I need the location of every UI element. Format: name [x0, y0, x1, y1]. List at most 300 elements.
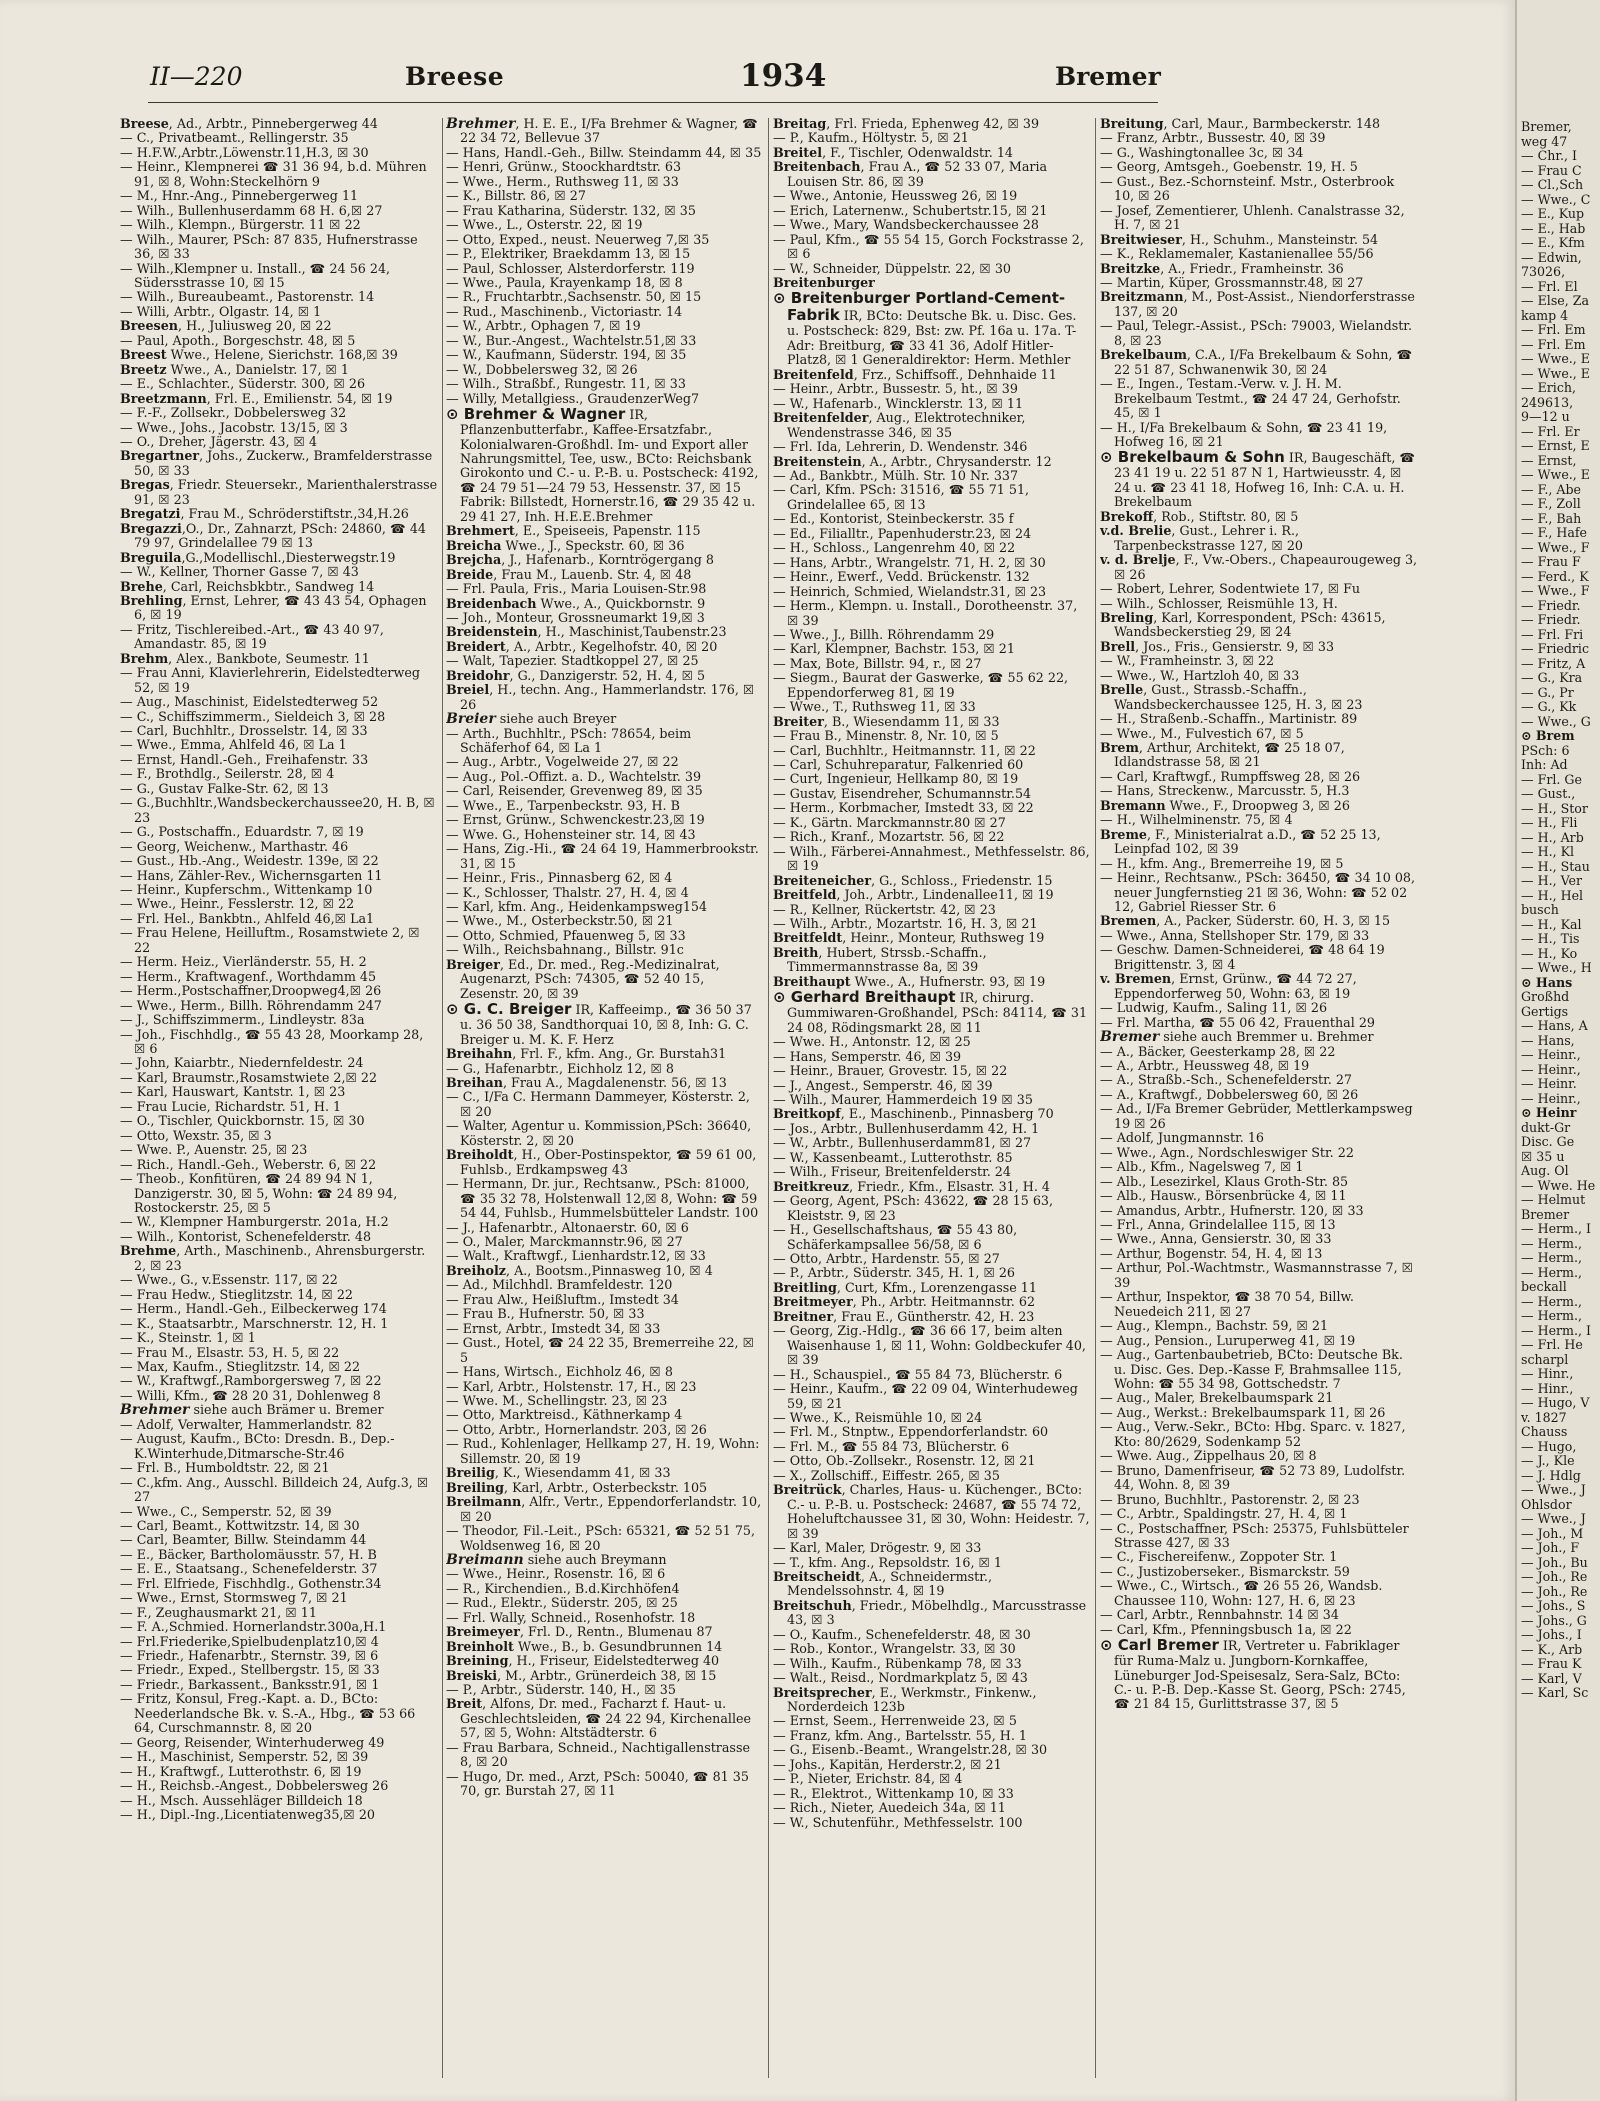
directory-entry: — Otto, Marktreisd., Käthnerkamp 4: [446, 1407, 683, 1423]
directory-entry: — Wilh.,Klempner u. Install., ☎ 24 56 24, Südersstrasse 10, ☒ 15: [120, 260, 391, 290]
directory-entry: — Aug., Maler, Brekelbaumspark 21: [1100, 1390, 1334, 1406]
directory-entry: Breier siehe auch Breyer: [446, 711, 617, 728]
adjacent-entry: — Frl. El: [1521, 278, 1578, 294]
directory-entry: Brehling, Ernst, Lehrer, ☎ 43 43 54, Ophagen 6, ☒ 19: [120, 592, 427, 623]
directory-entry: Breest Wwe., Helene, Sierichstr. 168,☒ 39: [120, 347, 398, 363]
adjacent-entry: — H., Kl: [1521, 844, 1575, 859]
directory-entry: — C., Justizoberseker., Bismarckstr. 59: [1100, 1563, 1350, 1579]
adjacent-entry: — J. Hdlg: [1521, 1467, 1581, 1483]
directory-entry: Breiholz, A., Bootsm.,Pinnasweg 10, ☒ 4: [446, 1262, 713, 1278]
directory-entry: — Ernst, Seem., Herrenweide 23, ☒ 5: [773, 1713, 1017, 1729]
directory-entry: — Jos., Arbtr., Bullenhuserdamm 42, H. 1: [773, 1120, 1040, 1136]
directory-entry: — F., Brothdlg., Seilerstr. 28, ☒ 4: [120, 766, 335, 782]
directory-entry: Breilmann, Alfr., Vertr., Eppendorferlandstr. 10, ☒ 20: [446, 1494, 762, 1524]
directory-entry: — Aug., Gartenbaubetrieb, BCto: Deutsche Bk. u. Disc. Ges. Dep.-Kasse F, Brahmsallee 115, Wohn: ☎ 55 34 98, Gottschedstr. 7: [1100, 1347, 1403, 1391]
adjacent-entry: v. 1827: [1521, 1409, 1567, 1425]
directory-entry: — Paul, Schlosser, Alsterdorferstr. 119: [446, 260, 695, 276]
directory-entry: — Wwe., M., Fulvestich 67, ☒ 5: [1100, 725, 1304, 741]
adjacent-entry: Disc. Ge: [1521, 1134, 1575, 1149]
directory-entry: — Aug., Pol.-Offizt. a. D., Wachtelstr. 39: [446, 768, 702, 784]
directory-entry: — E., Ingen., Testam.-Verw. v. J. H. M. Brekelbaum Testmt., ☎ 24 47 24, Gerhofstr. 45, ☒ 1: [1100, 376, 1401, 421]
directory-entry: — Herm., Kraftwagenf., Worthdamm 45: [120, 968, 377, 984]
directory-entry: — Aug., Verw.-Sekr., BCto: Hbg. Sparc. v. 1827, Kto: 80/2629, Sodenkamp 52: [1100, 1419, 1406, 1449]
directory-entry: — Wilh., Klempn., Bürgerstr. 11 ☒ 22: [120, 217, 361, 233]
directory-entry: Breihan, Frau A., Magdalenenstr. 56, ☒ 13: [446, 1075, 727, 1090]
directory-entry: — Georg, Weichenw., Marthastr. 46: [120, 838, 349, 854]
directory-entry: — Willi, Arbtr., Olgastr. 14, ☒ 1: [120, 303, 322, 319]
directory-entry: — Wwe., W., Hartzloh 40, ☒ 33: [1100, 667, 1300, 683]
directory-entry: Bregas, Friedr. Steuersekr., Marienthalerstrasse 91, ☒ 23: [120, 477, 438, 507]
adjacent-entry: Ohlsdor: [1521, 1496, 1572, 1512]
directory-entry: Breiger, Ed., Dr. med., Reg.-Medizinalrat, Augenarzt, PSch: 74305, ☎ 52 40 15, Zesenstr. 20, ☒ 39: [446, 956, 720, 1001]
directory-entry: — Johs., Kapitän, Herderstr.2, ☒ 21: [773, 1756, 1002, 1772]
directory-entry: Bregatzi, Frau M., Schröderstiftstr.,34,H.26: [120, 506, 409, 522]
directory-entry: — K., Schlosser, Thalstr. 27, H. 4, ☒ 4: [446, 884, 689, 900]
directory-entry: Breitenfelder, Aug., Elektrotechniker, Wendenstrasse 346, ☒ 35: [773, 410, 1026, 440]
adjacent-entry: scharpl: [1521, 1351, 1569, 1367]
directory-entry: — C., Arbtr., Spaldingstr. 27, H. 4, ☒ 1: [1100, 1506, 1348, 1522]
adjacent-entry: Gertigs: [1521, 1003, 1569, 1019]
directory-entry: — Otto, Arbtr., Hornerlandstr. 203, ☒ 26: [446, 1421, 707, 1437]
directory-entry: — O., Maler, Marckmannstr.96, ☒ 27: [446, 1233, 683, 1249]
directory-entry: — Aug., Arbtr., Vogelweide 27, ☒ 22: [446, 754, 679, 770]
directory-entry: — Fritz, Konsul, Freg.-Kapt. a. D., BCto: Neederlandsche Bk. v. S.-A., Hbg., ☎ 53 66 64, Curschmannstr. 8, ☒ 20: [120, 1691, 416, 1736]
directory-entry: — G., Eisenb.-Beamt., Wrangelstr.28, ☒ 30: [773, 1742, 1048, 1758]
directory-entry: — H., kfm. Ang., Bremerreihe 19, ☒ 5: [1100, 855, 1344, 871]
directory-entry: — Hans, Streckenw., Marcusstr. 5, H.3: [1100, 783, 1350, 799]
adjacent-entry: — Wwe., F: [1521, 539, 1590, 555]
directory-entry: — Wwe., C., Semperstr. 52, ☒ 39: [120, 1503, 332, 1519]
adjacent-entry: — Johs., I: [1521, 1627, 1582, 1642]
adjacent-entry: — Hinr.,: [1521, 1380, 1574, 1396]
directory-entry: — Wilh., Friseur, Breitenfelderstr. 24: [773, 1164, 1011, 1180]
adjacent-entry: — Frau C: [1521, 162, 1582, 178]
adjacent-entry: weg 47: [1521, 133, 1568, 149]
directory-entry: — Fritz, Tischlereibed.-Art., ☎ 43 40 97, Amandastr. 85, ☒ 19: [120, 621, 384, 652]
directory-entry: — H., Schloss., Langenrehm 40, ☒ 22: [773, 540, 1016, 556]
directory-entry: — Hermann, Dr. jur., Rechtsanw., PSch: 81000, ☎ 35 32 78, Holstenwall 12,☒ 8, Wohn: ☎ 59 54 44, Fuhlsb., Hummelsbütteler Landstr. 100: [446, 1176, 759, 1221]
adjacent-entry: — G., Kk: [1521, 699, 1577, 714]
directory-entry: — Willi, Kfm., ☎ 28 20 31, Dohlenweg 8: [120, 1387, 381, 1403]
directory-entry: Breide, Frau M., Lauenb. Str. 4, ☒ 48: [446, 566, 692, 582]
directory-entry: — E., Schlachter., Süderstr. 300, ☒ 26: [120, 376, 366, 392]
directory-entry: Breetzmann, Frl. E., Emilienstr. 54, ☒ 19: [120, 390, 393, 406]
directory-entry: — F. A.,Schmied. Hornerlandstr.300a,H.1: [120, 1619, 387, 1635]
directory-entry: — H., Wilhelminenstr. 75, ☒ 4: [1100, 812, 1293, 828]
adjacent-entry: — Hugo, V: [1521, 1395, 1590, 1410]
directory-entry: — Wilh., Maurer, Hammerdeich 19 ☒ 35: [773, 1092, 1033, 1107]
directory-entry: — Franz, Arbtr., Bussestr. 40, ☒ 39: [1100, 130, 1326, 146]
directory-entry: — Hans, Handl.-Geh., Billw. Steindamm 44, ☒ 35: [446, 144, 762, 160]
directory-entry: — Wwe., Agn., Nordschleswiger Str. 22: [1100, 1144, 1354, 1160]
directory-entry: — W., Klempner Hamburgerstr. 201a, H.2: [120, 1214, 389, 1230]
directory-entry: Breitfeld, Joh., Arbtr., Lindenallee11, ☒ 19: [773, 887, 1054, 903]
directory-entry: — W., Arbtr., Bullenhuserdamm81, ☒ 27: [773, 1135, 1032, 1151]
adjacent-entry: — Wwe., C: [1521, 191, 1591, 207]
directory-entry: — Frl.Friederike,Spielbudenplatz10,☒ 4: [120, 1633, 379, 1649]
directory-entry: — Aug., Klempn., Bachstr. 59, ☒ 21: [1100, 1318, 1329, 1334]
adjacent-entry: — E., Hab: [1521, 220, 1586, 236]
directory-entry: Breicha Wwe., J., Speckstr. 60, ☒ 36: [446, 537, 685, 553]
directory-entry: Breitung, Carl, Maur., Barmbeckerstr. 148: [1100, 117, 1381, 131]
directory-entry: — Heinrich, Schmied, Wielandstr.31, ☒ 23: [773, 583, 1047, 599]
adjacent-entry: — Else, Za: [1521, 293, 1589, 308]
directory-entry: — Ludwig, Kaufm., Saling 11, ☒ 26: [1100, 1000, 1328, 1016]
directory-entry: — W., Dobbelersweg 32, ☒ 26: [446, 361, 638, 377]
directory-entry: — Wilh., Färberei-Annahmest., Methfesselstr. 86, ☒ 19: [773, 843, 1090, 874]
adjacent-entry: — Hugo,: [1521, 1438, 1577, 1454]
adjacent-entry: — H., Kal: [1521, 916, 1582, 932]
adjacent-entry: — K., Arb: [1521, 1641, 1583, 1657]
directory-entry: — Frau Helene, Heilluftm., Rosamstwiete 2, ☒ 22: [120, 925, 420, 955]
directory-entry: — H., Reichsb.-Angest., Dobbelersweg 26: [120, 1778, 389, 1794]
adjacent-entry: — Frau F: [1521, 554, 1581, 569]
adjacent-entry: — Wwe., F: [1521, 583, 1590, 598]
directory-entry: Breiholdt, H., Ober-Postinspektor, ☎ 59 61 00, Fuhlsb., Erdkampsweg 43: [446, 1147, 757, 1177]
directory-entry: — Heinr., Kupferschm., Wittenkamp 10: [120, 882, 373, 898]
adjacent-entry: — H., Ko: [1521, 945, 1578, 961]
directory-entry: — Carl, Schuhreparatur, Falkenried 60: [773, 757, 1024, 773]
directory-entry: — Otto, Exped., neust. Neuerweg 7,☒ 35: [446, 231, 710, 247]
adjacent-entry: — Wwe., E: [1521, 365, 1590, 381]
adjacent-entry: — Wwe., H: [1521, 960, 1592, 975]
adjacent-entry: — J., Kle: [1521, 1453, 1575, 1468]
directory-entry: — Martin, Küper, Grossmannstr.48, ☒ 27: [1100, 274, 1364, 290]
directory-entry: — C., I/Fa C. Hermann Dammeyer, Kösterstr. 2, ☒ 20: [446, 1089, 750, 1119]
directory-entry: — Carl, Arbtr., Rennbahnstr. 14 ☒ 34: [1100, 1607, 1339, 1623]
directory-entry: — A., Arbtr., Heussweg 48, ☒ 19: [1100, 1058, 1310, 1073]
directory-entry: — Frl. B., Humboldtstr. 22, ☒ 21: [120, 1460, 330, 1476]
directory-entry: — Carl, Beamt., Kottwitzstr. 14, ☒ 30: [120, 1517, 360, 1533]
directory-entry: Breithaupt Wwe., A., Hufnerstr. 93, ☒ 19: [773, 973, 1046, 989]
directory-entry: — Rud., Maschinenb., Victoriastr. 14: [446, 303, 683, 319]
directory-entry: — Gust., Hb.-Ang., Weidestr. 139e, ☒ 22: [120, 853, 379, 869]
directory-entry: Breith, Hubert, Strssb.-Schaffn., Timmermannstrasse 8a, ☒ 39: [773, 944, 987, 975]
directory-entry: — Wwe., J., Billh. Röhrendamm 29: [773, 626, 995, 642]
directory-entry: — Willy, Metallgiess., GraudenzerWeg7: [446, 390, 700, 406]
directory-entry: — Herm.,Postschaffner,Droopweg4,☒ 26: [120, 983, 382, 999]
adjacent-entry: Bremer: [1521, 1206, 1570, 1222]
directory-entry: — G.,Buchhltr.,Wandsbeckerchaussee20, H. B, ☒ 23: [120, 795, 435, 825]
directory-entry: Breitenbach, Frau A., ☎ 52 33 07, Maria Louisen Str. 86, ☒ 39: [773, 159, 1048, 189]
directory-entry: — Wwe., T., Ruthsweg 11, ☒ 33: [773, 699, 976, 715]
directory-entry: — Karl, Klempner, Bachstr. 153, ☒ 21: [773, 641, 1015, 657]
directory-entry: Breiling, Karl, Arbtr., Osterbeckstr. 105: [446, 1479, 708, 1495]
directory-entry: — Frl. Martha, ☎ 55 06 42, Frauenthal 29: [1100, 1014, 1375, 1030]
directory-entry: — Walt, Tapezier. Stadtkoppel 27, ☒ 25: [446, 653, 699, 669]
directory-entry: — Arthur, Inspektor, ☎ 38 70 54, Billw. Neuedeich 211, ☒ 27: [1100, 1289, 1354, 1319]
directory-entry: — Wilh., Maurer, PSch: 87 835, Hufnerstrasse 36, ☒ 33: [120, 231, 418, 262]
directory-entry: — Wwe., Herm., Billh. Röhrendamm 247: [120, 997, 382, 1013]
directory-entry: — Aug., Werkst.: Brekelbaumspark 11, ☒ 26: [1100, 1404, 1386, 1420]
adjacent-entry: — H., Stor: [1521, 800, 1588, 816]
directory-entry: — Heinr., Rechtsanw., PSch: 36450, ☎ 34 10 08, neuer Jungfernstieg 21 ☒ 36, Wohn: ☎ 52 02 12, Gabriel Riesser Str. 6: [1100, 870, 1416, 915]
directory-entry: — W., Kassenbeamt., Lutterothstr. 85: [773, 1149, 1013, 1165]
directory-entry: — Hans, Arbtr., Wrangelstr. 71, H. 2, ☒ 30: [773, 554, 1046, 570]
directory-entry: Brehmert, E., Speiseeis, Papenstr. 115: [446, 523, 701, 539]
directory-entry: — Aug., Maschinist, Eidelstedterweg 52: [120, 694, 379, 710]
directory-entry: Breme, F., Ministerialrat a.D., ☎ 52 25 13, Leinpfad 102, ☒ 39: [1100, 826, 1381, 857]
directory-entry: — Frau Anni, Klavierlehrerin, Eidelstedterweg 52, ☒ 19: [120, 665, 420, 695]
directory-entry: — Wwe. M., Schellingstr. 23, ☒ 23: [446, 1392, 668, 1408]
directory-entry: — Rich., Nieter, Auedeich 34a, ☒ 11: [773, 1800, 1006, 1816]
directory-entry: — Herm., Korbmacher, Imstedt 33, ☒ 22: [773, 800, 1034, 816]
adjacent-entry: — Joh., Re: [1521, 1583, 1588, 1599]
adjacent-entry: — Gust.,: [1521, 786, 1576, 801]
directory-entry: Breiteneicher, G., Schloss., Friedenstr. 15: [773, 872, 1053, 888]
page-header: [150, 58, 1160, 98]
directory-entry: — Walt., Reisd., Nordmarkplatz 5, ☒ 43: [773, 1670, 1028, 1686]
directory-entry: — Ernst, Handl.-Geh., Freihafenstr. 33: [120, 751, 369, 767]
header-last-name: Bremer: [1055, 62, 1161, 91]
adjacent-entry: 73026,: [1521, 264, 1566, 279]
directory-entry: — Wwe., G., v.Essenstr. 117, ☒ 22: [120, 1272, 338, 1288]
directory-entry: — Amandus, Arbtr., Hufnerstr. 120, ☒ 33: [1100, 1202, 1364, 1218]
directory-entry: — W., Kraftwgf.,Ramborgersweg 7, ☒ 22: [120, 1373, 382, 1389]
directory-entry: ⊙ Brekelbaum & Sohn IR, Baugeschäft, ☎ 23 41 19 u. 22 51 87 N 1, Hartwieusstr. 4, ☒ 24 u. ☎ 23 41 18, Hofweg 16, Inh: C.A. u. H. Brekelbaum: [1100, 448, 1416, 510]
directory-entry: — Hans, Wirtsch., Eichholz 46, ☒ 8: [446, 1364, 673, 1380]
directory-entry: — Wwe., Mary, Wandsbeckerchaussee 28: [773, 217, 1039, 233]
directory-entry: Brem, Arthur, Architekt, ☎ 25 18 07, Idlandstrasse 58, ☒ 21: [1100, 740, 1345, 770]
directory-entry: — Karl, Hauswart, Kantstr. 1, ☒ 23: [120, 1084, 346, 1100]
directory-entry: Breesen, H., Juliusweg 20, ☒ 22: [120, 318, 332, 334]
directory-entry: — Henri, Grünw., Stoockhardtstr. 63: [446, 159, 682, 175]
directory-entry: — Wwe., Emma, Ahlfeld 46, ☒ La 1: [120, 737, 347, 753]
adjacent-entry: — Herm.,: [1521, 1308, 1583, 1323]
directory-entry: — Frau Hedw., Stieglitzstr. 14, ☒ 22: [120, 1286, 353, 1302]
directory-entry: — Heinr., Klempnerei ☎ 31 36 94, b.d. Mühren 91, ☒ 8, Wohn:Steckelhörn 9: [120, 159, 427, 189]
directory-entry: — Wwe., M., Osterbeckstr.50, ☒ 21: [446, 913, 674, 929]
directory-entry: — H., Schauspiel., ☎ 55 84 73, Blücherstr. 6: [773, 1366, 1063, 1382]
directory-entry: — G., Gustav Falke-Str. 62, ☒ 13: [120, 780, 329, 796]
directory-entry: Breitag, Frl. Frieda, Ephenweg 42, ☒ 39: [773, 117, 1040, 131]
directory-entry: — Rob., Kontor., Wrangelstr. 33, ☒ 30: [773, 1641, 1016, 1657]
directory-entry: — Siegm., Baurat der Gaswerke, ☎ 55 62 22, Eppendorferweg 81, ☒ 19: [773, 670, 1069, 700]
directory-entry: — Carl, Buchhltr., Drosselstr. 14, ☒ 33: [120, 723, 368, 739]
directory-entry: Breidenstein, H., Maschinist,Taubenstr.23: [446, 624, 727, 640]
directory-entry: — Friedr., Barkassent., Banksstr.91, ☒ 1: [120, 1676, 380, 1692]
directory-entry: — Georg, Zig.-Hdlg., ☎ 36 66 17, beim alten Waisenhause 1, ☒ 11, Wohn: Goldbeckufer 40, ☒ 39: [773, 1323, 1086, 1368]
directory-entry: — H., Msch. Aussehläger Billdeich 18: [120, 1792, 363, 1808]
directory-entry: — Bruno, Buchhltr., Pastorenstr. 2, ☒ 23: [1100, 1491, 1360, 1507]
adjacent-entry: — G., Kra: [1521, 670, 1583, 685]
directory-entry: — J., Hafenarbtr., Altonaerstr. 60, ☒ 6: [446, 1219, 689, 1235]
adjacent-entry: — E., Kfm: [1521, 235, 1585, 250]
directory-entry: — Adolf, Jungmannstr. 16: [1100, 1130, 1264, 1146]
directory-entry: ⊙ Breitenburger Portland-Cement-Fabrik IR, BCto: Deutsche Bk. u. Disc. Ges. u. Postscheck: 829, Bst: zw. Pf. 16a u. 17a. T-Adr: Breitburg, ☎ 33 41 36, Adolf Hitler-Platz8, ☒ 1 Generaldirektor: Herm. Methler: [773, 289, 1077, 368]
directory-entry: — A., Bäcker, Geesterkamp 28, ☒ 22: [1100, 1043, 1336, 1059]
adjacent-entry: — Wwe., G: [1521, 713, 1591, 729]
directory-entry: Breetz Wwe., A., Danielstr. 17, ☒ 1: [120, 361, 349, 377]
directory-entry: Breitner, Frau E., Güntherstr. 42, H. 23: [773, 1308, 1035, 1324]
directory-entry: — Friedr., Hafenarbtr., Sternstr. 39, ☒ 6: [120, 1648, 379, 1664]
directory-entry: — Arth., Buchhltr., PSch: 78654, beim Schäferhof 64, ☒ La 1: [446, 725, 692, 756]
column-1: [120, 117, 438, 2087]
adjacent-entry: — Ernst, E: [1521, 438, 1590, 453]
header-rule: [148, 102, 1158, 103]
directory-entry: Brehe, Carl, Reichsbkbtr., Sandweg 14: [120, 578, 375, 594]
adjacent-entry: — H., Stau: [1521, 858, 1590, 874]
directory-entry: Breitscheidt, A., Schneidermstr., Mendelssohnstr. 4, ☒ 19: [773, 1568, 992, 1599]
directory-entry: — H., Gesellschaftshaus, ☎ 55 43 80, Schäferkampsallee 56/58, ☒ 6: [773, 1222, 1018, 1252]
directory-entry: Breitenburger: [773, 274, 875, 290]
adjacent-entry: 249613,: [1521, 394, 1574, 410]
directory-entry: Breitschuh, Friedr., Möbelhdlg., Marcusstrasse 43, ☒ 3: [773, 1597, 1087, 1628]
directory-entry: Breitmeyer, Ph., Arbtr. Heitmannstr. 62: [773, 1294, 1036, 1310]
directory-entry: — Hans, Zähler-Rev., Wichernsgarten 11: [120, 867, 383, 883]
directory-entry: Breling, Karl, Korrespondent, PSch: 43615, Wandsbeckerstieg 29, ☒ 24: [1100, 609, 1386, 640]
adjacent-entry: — Johs., S: [1521, 1598, 1586, 1613]
directory-entry: — Curt, Ingenieur, Hellkamp 80, ☒ 19: [773, 771, 1019, 787]
directory-entry: — Ernst, Arbtr., Imstedt 34, ☒ 33: [446, 1320, 661, 1336]
column-4: [1100, 117, 1418, 2087]
adjacent-entry: — Frl. Ge: [1521, 771, 1582, 787]
adjacent-entry: — Helmut: [1521, 1192, 1586, 1207]
directory-entry: — Arthur, Pol.-Wachtmstr., Wasmannstrasse 7, ☒ 39: [1100, 1260, 1414, 1290]
directory-entry: Brelle, Gust., Strassb.-Schaffn., Wandsbeckerchaussee 125, H. 3, ☒ 23: [1100, 682, 1363, 712]
adjacent-entry: — H., Ver: [1521, 873, 1583, 888]
directory-entry: — Carl, Reisender, Grevenweg 89, ☒ 35: [446, 783, 703, 799]
directory-entry: — W., Schneider, Düppelstr. 22, ☒ 30: [773, 260, 1011, 276]
adjacent-entry: Chauss: [1521, 1424, 1568, 1439]
directory-entry: — K., Staatsarbtr., Marschnerstr. 12, H. 1: [120, 1315, 389, 1331]
directory-entry: — C., Privatbeamt., Rellingerstr. 35: [120, 130, 349, 146]
directory-entry: Brehme, Arth., Maschinenb., Ahrensburgerstr. 2, ☒ 23: [120, 1243, 426, 1273]
column-3: [773, 117, 1091, 2087]
directory-entry: — Joh., Monteur, Grossneumarkt 19,☒ 3: [446, 609, 705, 625]
adjacent-entry: — Ernst,: [1521, 452, 1577, 468]
column-divider: [442, 118, 443, 2078]
directory-entry: v. d. Brelje, F., Vw.-Obers., Chapeaurougeweg 3, ☒ 26: [1100, 552, 1418, 582]
directory-entry: — Erich, Laternenw., Schubertstr.15, ☒ 21: [773, 202, 1048, 218]
directory-entry: — G., Postschaffn., Eduardstr. 7, ☒ 19: [120, 824, 364, 840]
adjacent-entry: — Frl. He: [1521, 1337, 1583, 1352]
directory-entry: — Frl. Elfriede, Fischhdlg., Gothenstr.34: [120, 1575, 382, 1591]
adjacent-entry: ☒ 35 u: [1521, 1148, 1565, 1164]
directory-entry: — W., Kaufmann, Süderstr. 194, ☒ 35: [446, 347, 687, 363]
adjacent-entry: Aug. Ol: [1521, 1163, 1569, 1178]
adjacent-entry: beckall: [1521, 1279, 1567, 1294]
directory-entry: — W., Framheinstr. 3, ☒ 22: [1100, 653, 1275, 669]
adjacent-entry: — Johs., G: [1521, 1612, 1587, 1628]
directory-entry: — Hans, Semperstr. 46, ☒ 39: [773, 1048, 962, 1064]
directory-entry: — P., Kaufm., Höltystr. 5, ☒ 21: [773, 130, 969, 146]
directory-entry: — Gust., Hotel, ☎ 24 22 35, Bremerreihe 22, ☒ 5: [446, 1335, 755, 1365]
directory-entry: Breidenbach Wwe., A., Quickbornstr. 9: [446, 595, 706, 611]
directory-entry: — K., Steinstr. 1, ☒ 1: [120, 1330, 256, 1346]
directory-entry: — Carl, Kraftwgf., Rumpffsweg 28, ☒ 26: [1100, 768, 1361, 784]
directory-entry: — Otto, Arbtr., Hardenstr. 55, ☒ 27: [773, 1250, 1000, 1266]
directory-entry: — Frau B., Hufnerstr. 50, ☒ 33: [446, 1306, 645, 1322]
directory-entry: Breinholt Wwe., B., b. Gesundbrunnen 14: [446, 1638, 723, 1654]
directory-entry: Breihahn, Frl. F., kfm. Ang., Gr. Burstah31: [446, 1046, 727, 1062]
directory-entry: — Rich., Handl.-Geh., Weberstr. 6, ☒ 22: [120, 1156, 377, 1172]
directory-entry: — K., Reklamemaler, Kastanienallee 55/56: [1100, 246, 1374, 262]
adjacent-entry: — H., Arb: [1521, 829, 1584, 845]
adjacent-entry: — E., Kup: [1521, 206, 1585, 221]
directory-entry: — Otto, Ob.-Zollsekr., Rosenstr. 12, ☒ 21: [773, 1453, 1036, 1469]
directory-entry: Breitsprecher, E., Werkmstr., Finkenw., Norderdeich 123b: [773, 1684, 1037, 1715]
directory-entry: — Wwe. P., Auenstr. 25, ☒ 23: [120, 1142, 308, 1158]
adjacent-entry: — Joh., Re: [1521, 1569, 1588, 1584]
adjacent-entry: — Hans,: [1521, 1032, 1575, 1048]
adjacent-entry: busch: [1521, 902, 1559, 917]
adjacent-entry: ⊙ Brem: [1521, 728, 1575, 743]
adjacent-entry: kamp 4: [1521, 307, 1569, 323]
directory-entry: Breitwieser, H., Schuhm., Mansteinstr. 54: [1100, 231, 1379, 247]
adjacent-entry: — H., Fli: [1521, 815, 1578, 830]
directory-entry: Breimann siehe auch Breymann: [446, 1551, 667, 1568]
directory-entry: — Ad., Bankbtr., Mülh. Str. 10 Nr. 337: [773, 467, 1019, 483]
directory-entry: — Paul, Apoth., Borgeschstr. 48, ☒ 5: [120, 332, 356, 348]
adjacent-entry: — H., Hel: [1521, 887, 1584, 903]
adjacent-entry: PSch: 6: [1521, 742, 1570, 758]
adjacent-entry: — Herm.,: [1521, 1293, 1583, 1309]
directory-entry: — P., Elektriker, Braekdamm 13, ☒ 15: [446, 246, 691, 262]
directory-entry: — Wwe., Herm., Ruthsweg 11, ☒ 33: [446, 173, 679, 189]
directory-entry: — Wilh., Straßbf., Rungestr. 11, ☒ 33: [446, 376, 686, 392]
directory-entry: Breiter, B., Wiesendamm 11, ☒ 33: [773, 713, 1000, 729]
directory-entry: — Carl, Buchhltr., Heitmannstr. 11, ☒ 22: [773, 742, 1036, 758]
directory-entry: — Otto, Wexstr. 35, ☒ 3: [120, 1127, 272, 1143]
directory-entry: — W., Bur.-Angest., Wachtelstr.51,☒ 33: [446, 332, 697, 348]
adjacent-entry: — Heinr.,: [1521, 1061, 1581, 1077]
directory-entry: — K., Gärtn. Marckmannstr.80 ☒ 27: [773, 814, 1006, 830]
directory-entry: — Alb., Lesezirkel, Klaus Groth-Str. 85: [1100, 1173, 1349, 1189]
directory-entry: Breidohr, G., Danzigerstr. 52, H. 4, ☒ 5: [446, 667, 706, 683]
adjacent-entry: — Friedric: [1521, 641, 1589, 656]
adjacent-entry: — H., Tis: [1521, 931, 1580, 946]
directory-entry: — Wwe., Heinr., Fesslerstr. 12, ☒ 22: [120, 896, 355, 912]
directory-entry: — Carl, Kfm., Pfenningsbusch 1a, ☒ 22: [1100, 1621, 1352, 1637]
directory-entry: Brejcha, J., Hafenarb., Korntrögergang 8: [446, 552, 714, 568]
directory-entry: — Frl. M., ☎ 55 84 73, Blücherstr. 6: [773, 1438, 1010, 1454]
directory-entry: — Karl, Arbtr., Holstenstr. 17, H., ☒ 23: [446, 1378, 697, 1394]
directory-entry: — Frau B., Minenstr. 8, Nr. 10, ☒ 5: [773, 728, 999, 744]
directory-entry: — Wwe., K., Reismühle 10, ☒ 24: [773, 1409, 983, 1425]
directory-entry: Bremen, A., Packer, Süderstr. 60, H. 3, ☒ 15: [1100, 913, 1391, 929]
directory-entry: — O., Dreher, Jägerstr. 43, ☒ 4: [120, 433, 318, 449]
adjacent-entry: dukt-Gr: [1521, 1119, 1571, 1135]
directory-entry: — Wwe., C., Wirtsch., ☎ 26 55 26, Wandsb. Chaussee 110, Wohn: 127, H. 6, ☒ 23: [1100, 1578, 1383, 1608]
directory-entry: Brell, Jos., Fris., Gensierstr. 9, ☒ 33: [1100, 638, 1335, 654]
directory-entry: Breitenstein, A., Arbtr., Chrysanderstr. 12: [773, 453, 1052, 469]
directory-entry: — Robert, Lehrer, Sodentwiete 17, ☒ Fu: [1100, 581, 1361, 597]
directory-entry: — Rich., Kranf., Mozartstr. 56, ☒ 22: [773, 829, 1005, 845]
directory-entry: — Frau M., Elsastr. 53, H. 5, ☒ 22: [120, 1344, 340, 1360]
directory-entry: Brekoff, Rob., Stiftstr. 80, ☒ 5: [1100, 508, 1299, 524]
directory-entry: ⊙ Gerhard Breithaupt IR, chirurg. Gummiwaren-Großhandel, PSch: 84114, ☎ 31 24 08, Rödingsmarkt 28, ☒ 11: [773, 988, 1088, 1035]
column-divider: [1095, 118, 1096, 2078]
directory-entry: — Wilh., Reichsbahnang., Billstr. 91c: [446, 942, 684, 958]
adjacent-entry: — F., Abe: [1521, 481, 1581, 497]
directory-entry: — Carl, Kfm. PSch: 31516, ☎ 55 71 51, Grindelallee 65, ☒ 13: [773, 482, 1030, 512]
directory-entry: — Paul, Kfm., ☎ 55 54 15, Gorch Fockstrasse 2, ☒ 6: [773, 231, 1084, 262]
directory-entry: — Karl, Braumstr.,Rosamstwiete 2,☒ 22: [120, 1069, 378, 1085]
directory-entry: — Heinr., Fris., Pinnasberg 62, ☒ 4: [446, 870, 673, 886]
adjacent-entry: — Wwe., E: [1521, 467, 1590, 482]
directory-entry: — Georg, Agent, PSch: 43622, ☎ 28 15 63, Kleiststr. 9, ☒ 23: [773, 1193, 1053, 1223]
directory-entry: — Heinr., Ewerf., Vedd. Brückenstr. 132: [773, 569, 1030, 585]
adjacent-entry: — F., Hafe: [1521, 525, 1587, 540]
directory-entry: — Heinr., Kaufm., ☎ 22 09 04, Winterhudeweg 59, ☒ 21: [773, 1381, 1078, 1411]
directory-entry: — Heinr., Brauer, Grovestr. 15, ☒ 22: [773, 1063, 1008, 1079]
directory-entry: Breiel, H., techn. Ang., Hammerlandstr. 176, ☒ 26: [446, 682, 755, 712]
directory-entry: — R., Elektrot., Wittenkamp 10, ☒ 33: [773, 1785, 1014, 1801]
directory-entry: — Geschw. Damen-Schneiderei, ☎ 48 64 19 Brigittenstr. 3, ☒ 4: [1100, 942, 1385, 972]
directory-entry: — H., Kraftwgf., Lutterothstr. 6, ☒ 19: [120, 1763, 362, 1779]
directory-entry: — X., Zollschiff., Eiffestr. 265, ☒ 35: [773, 1467, 1000, 1483]
